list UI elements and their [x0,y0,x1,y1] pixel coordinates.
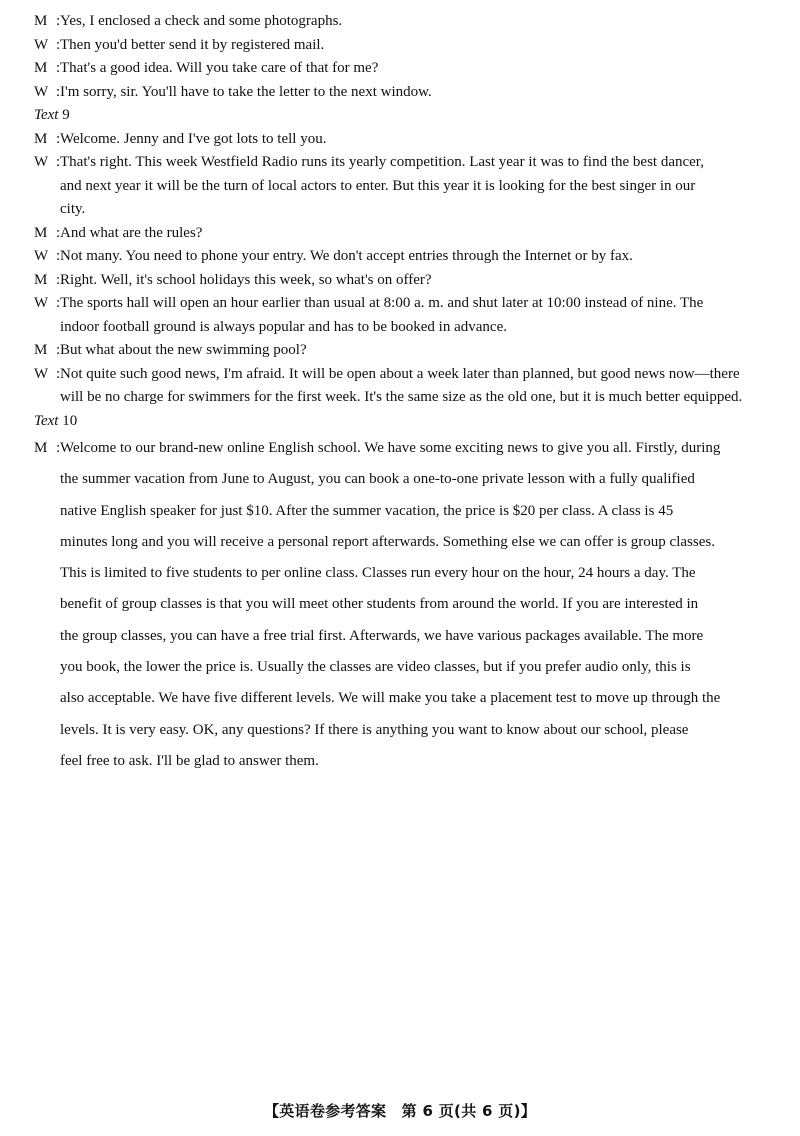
transcript-line [34,222,770,246]
speaker-label: M [34,224,48,241]
line-text: This is limited to five students to per online class. Classes run every hour on the hour, 24 hours a day. The [60,565,696,582]
line-text: That's a good idea. Will you take care of that for me? [60,60,379,76]
transcript-line [34,151,770,175]
transcript-line [34,621,770,652]
speaker-label: M [34,60,48,76]
line-text: Welcome. Jenny and I've got lots to tell you. [60,130,327,147]
text9-number: 9 [62,107,70,123]
speaker-label: W [34,365,49,382]
line-text: Welcome to our brand-new online English school. We have some exciting news to give you all. Firstly, during [60,440,721,456]
transcript-line [34,10,770,34]
line-text: minutes long and you will receive a personal report afterwards. Something else we can offer is group classes. [60,533,715,550]
transcript-line [34,464,770,495]
text9-heading [34,104,770,128]
line-text: and next year it will be the turn of local actors to enter. But this year it is looking for the best singer in our [60,177,696,194]
transcript-line [34,496,770,527]
line-text: But what about the new swimming pool? [60,342,307,358]
line-text: Right. Well, it's school holidays this week, so what's on offer? [60,271,432,288]
line-text: will be no charge for swimmers for the first week. It's the same size as the old one, but it is much better equipped. [60,389,743,405]
speaker-colon: : [56,248,61,264]
speaker-label: W [34,295,49,311]
transcript-line [34,715,770,746]
text9-label: Text [34,107,59,123]
dialogue-block-text9 [34,128,770,410]
line-text: the group classes, you can have a free trial first. Afterwards, we have various packages available. The more [60,627,704,644]
page-footer: 【英语卷参考答案 第 6 页(共 6 页)】 [263,1102,537,1120]
transcript-line [34,339,770,363]
speaker-colon: : [56,295,61,311]
transcript-line [34,683,770,714]
line-text: city. [60,201,86,217]
line-text: indoor football ground is always popular and has to be booked in advance. [60,318,507,335]
line-text: also acceptable. We have five different levels. We will make you take a placement test to move up through the [60,690,721,707]
speaker-colon: : [56,154,61,170]
speaker-colon: : [56,440,61,456]
line-text: Yes, I enclosed a check and some photographs. [60,13,343,29]
line-text: The sports hall will open an hour earlier than usual at 8:00 a. m. and shut later at 10:00 instead of nine. The [60,295,704,311]
transcript-line [34,34,770,58]
line-text: Not many. You need to phone your entry. We don't accept entries through the Internet or by fax. [60,248,633,264]
line-text: feel free to ask. I'll be glad to answer them. [60,752,319,769]
speaker-label: W [34,83,49,100]
speaker-label: M [34,271,48,288]
speaker-colon: : [56,271,61,288]
text10-label: Text [34,412,59,429]
speaker-colon: : [56,365,61,382]
speaker-colon: : [56,13,61,29]
line-text: Not quite such good news, I'm afraid. It will be open about a week later than planned, but good news now—there [60,365,740,382]
transcript-line [34,433,770,464]
transcript [34,10,770,777]
transcript-line [34,589,770,620]
dialogue-block-text10 [34,433,770,777]
speaker-label: M [34,342,48,358]
transcript-line [34,363,770,387]
speaker-colon: : [56,224,61,241]
speaker-label: M [34,13,48,29]
transcript-line [34,245,770,269]
transcript-line [34,198,770,222]
transcript-line [34,128,770,152]
dialogue-block-top [34,10,770,104]
line-text: And what are the rules? [60,224,203,241]
transcript-line [34,175,770,199]
line-text: That's right. This week Westfield Radio runs its yearly competition. Last year it was to find the best dancer, [60,154,704,170]
transcript-line [34,81,770,105]
line-text: I'm sorry, sir. You'll have to take the letter to the next window. [60,83,432,100]
line-text: the summer vacation from June to August, you can book a one-to-one private lesson with a fully qualified [60,471,695,488]
line-text: native English speaker for just $10. After the summer vacation, the price is $20 per class. A class is 45 [60,502,674,519]
transcript-line [34,386,770,410]
speaker-colon: : [56,342,61,358]
line-text: levels. It is very easy. OK, any questions? If there is anything you want to know about our school, please [60,721,689,738]
text10-heading [34,410,770,434]
speaker-label: M [34,440,48,456]
transcript-line [34,57,770,81]
line-text: benefit of group classes is that you will meet other students from around the world. If you are interested in [60,596,699,613]
speaker-label: M [34,130,48,147]
speaker-label: W [34,248,49,264]
line-text: Then you'd better send it by registered mail. [60,36,325,53]
transcript-line [34,558,770,589]
transcript-line [34,316,770,340]
speaker-colon: : [56,130,61,147]
transcript-line [34,292,770,316]
transcript-line [34,269,770,293]
speaker-colon: : [56,83,61,100]
speaker-label: W [34,36,49,53]
text10-number: 10 [62,412,78,429]
transcript-line [34,746,770,777]
transcript-line [34,527,770,558]
line-text: you book, the lower the price is. Usually the classes are video classes, but if you prefer audio only, this is [60,659,691,676]
transcript-line [34,652,770,683]
speaker-label: W [34,154,49,170]
speaker-colon: : [56,60,61,76]
speaker-colon: : [56,36,61,53]
